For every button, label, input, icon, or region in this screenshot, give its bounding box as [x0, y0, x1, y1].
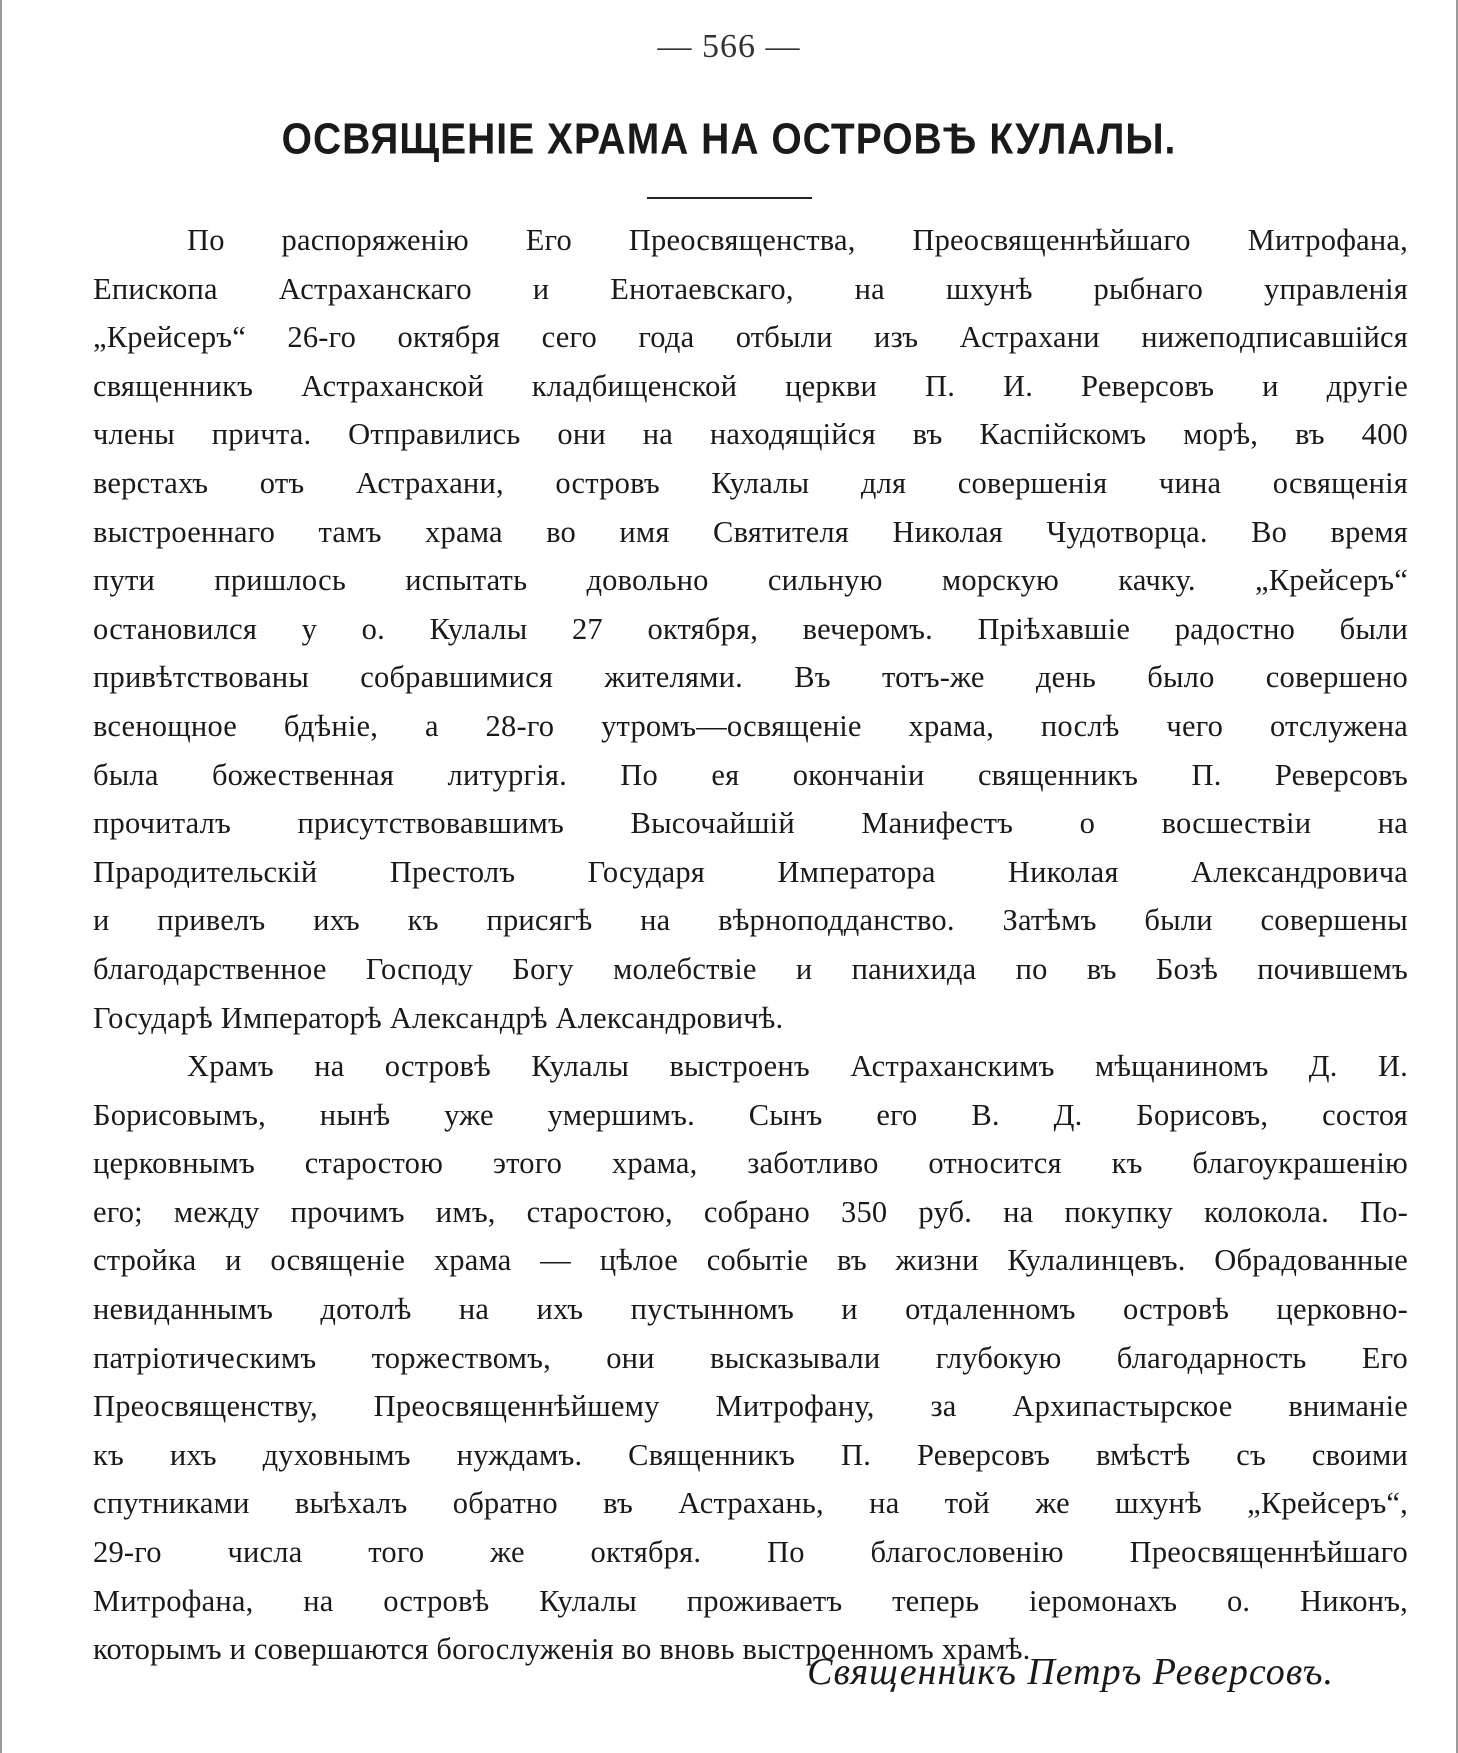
- text-line: церковнымъ старостою этого храма, заботливо относится къ благоукрашенію: [93, 1146, 1408, 1181]
- article-body: [93, 216, 1408, 1674]
- text-line: была божественная литургія. По ея окончаніи священникъ П. Реверсовъ: [93, 757, 1408, 792]
- page-number: — 566 —: [657, 28, 801, 65]
- text-line: благодарственное Господу Богу молебствіе и панихида по въ Бозѣ почившемъ: [93, 951, 1408, 986]
- signature: Священникъ Петръ Реверсовъ.: [807, 1651, 1334, 1693]
- text-line: всенощное бдѣніе, а 28-го утромъ—освященіе храма, послѣ чего отслужена: [93, 708, 1408, 743]
- text-line: Борисовымъ, нынѣ уже умершимъ. Сынъ его В. Д. Борисовъ, состоя: [93, 1097, 1408, 1132]
- text-line: его; между прочимъ имъ, старостою, собрано 350 руб. на покупку колокола. По-: [93, 1194, 1408, 1229]
- text-line: которымъ и совершаются богослуженія во вновь выстроенномъ храмѣ.: [93, 1632, 1031, 1667]
- text-line: патріотическимъ торжествомъ, они высказывали глубокую благодарность Его: [93, 1340, 1408, 1375]
- text-line: спутниками выѣхалъ обратно въ Астрахань, на той же шхунѣ „Крейсеръ“,: [93, 1486, 1408, 1521]
- text-line: „Крейсеръ“ 26-го октября сего года отбыли изъ Астрахани нижеподписавшійся: [93, 320, 1408, 355]
- text-line: остановился у о. Кулалы 27 октября, вечеромъ. Пріѣхавшіе радостно были: [93, 611, 1408, 646]
- text-line: къ ихъ духовнымъ нуждамъ. Священникъ П. Реверсовъ вмѣстѣ съ своими: [93, 1437, 1408, 1472]
- text-line: Преосвященству, Преосвященнѣйшему Митрофану, за Архипастырское вниманіе: [93, 1389, 1408, 1424]
- text-line: прочиталъ присутствовавшимъ Высочайшій Манифестъ о восшествіи на: [93, 806, 1408, 841]
- text-line: Государѣ Императорѣ Александрѣ Александровичѣ.: [93, 1000, 784, 1035]
- text-line: Прародительскій Престолъ Государя Императора Николая Александровича: [93, 854, 1408, 889]
- text-line: и привелъ ихъ къ присягѣ на вѣрноподданство. Затѣмъ были совершены: [93, 903, 1408, 938]
- text-line: привѣтствованы собравшимися жителями. Въ тотъ-же день было совершено: [93, 660, 1408, 695]
- text-line: верстахъ отъ Астрахани, островъ Кулалы для совершенія чина освященія: [93, 465, 1408, 500]
- text-line: пути пришлось испытать довольно сильную морскую качку. „Крейсеръ“: [93, 563, 1408, 598]
- text-line: По распоряженію Его Преосвященства, Преосвященнѣйшаго Митрофана,: [187, 223, 1408, 257]
- text-line: стройка и освященіе храма — цѣлое событіе въ жизни Кулалинцевъ. Обрадованные: [93, 1243, 1408, 1278]
- text-line: священникъ Астраханской кладбищенской церкви П. И. Реверсовъ и другіе: [93, 368, 1408, 403]
- text-line: выстроеннаго тамъ храма во имя Святителя Николая Чудотворца. Во время: [93, 514, 1408, 549]
- text-line: Храмъ на островѣ Кулалы выстроенъ Астраханскимъ мѣщаниномъ Д. И.: [187, 1049, 1408, 1084]
- text-line: Епископа Астраханскаго и Енотаевскаго, на шхунѣ рыбнаго управленія: [93, 271, 1408, 306]
- text-line: 29-го числа того же октября. По благословенію Преосвященнѣйшаго: [93, 1535, 1408, 1570]
- title-divider: [647, 197, 812, 199]
- text-line: невиданнымъ дотолѣ на ихъ пустынномъ и отдаленномъ островѣ церковно-: [93, 1292, 1408, 1327]
- article-title: ОСВЯЩЕНІЕ ХРАМА НА ОСТРОВѢ КУЛАЛЫ.: [281, 115, 1177, 164]
- text-line: Митрофана, на островѣ Кулалы проживаетъ теперь іеромонахъ о. Никонъ,: [93, 1583, 1408, 1618]
- text-line: члены причта. Отправились они на находящійся въ Каспійскомъ морѣ, въ 400: [93, 417, 1408, 452]
